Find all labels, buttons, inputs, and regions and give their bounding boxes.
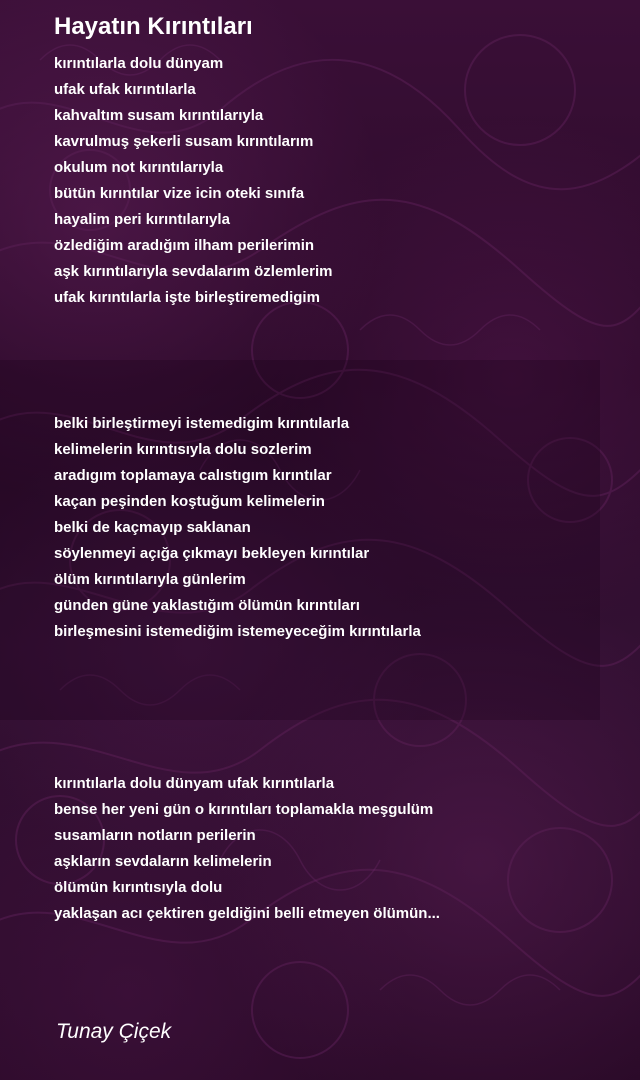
poem-line: aradıgım toplamaya calıstıgım kırıntılar (54, 467, 332, 484)
poem-line: hayalim peri kırıntılarıyla (54, 211, 230, 228)
poem-line: ufak ufak kırıntılarla (54, 81, 196, 98)
poem-title: Hayatın Kırıntıları (54, 13, 253, 40)
poem-line: kırıntılarla dolu dünyam ufak kırıntılarla (54, 775, 335, 792)
poem-line: ölüm kırıntılarıyla günlerim (54, 571, 246, 588)
poem-line: bütün kırıntılar vize icin oteki sınıfa (54, 185, 305, 202)
poem-line: yaklaşan acı çektiren geldiğini belli etmeyen ölümün... (54, 905, 440, 922)
poem-line: ufak kırıntılarla işte birleştiremedigim (54, 289, 320, 306)
poem-line: kaçan peşinden koştuğum kelimelerin (54, 493, 325, 510)
poem-line: birleşmesini istemediğim istemeyeceğim kırıntılarla (54, 623, 421, 640)
poem-line: özlediğim aradığım ilham perilerimin (54, 237, 315, 254)
poem-line: ölümün kırıntısıyla dolu (54, 879, 223, 896)
stanza-1 (54, 51, 332, 311)
poem-line: bense her yeni gün o kırıntıları toplamakla meşgulüm (54, 801, 434, 818)
poem-line: kelimelerin kırıntısıyla dolu sozlerim (54, 441, 312, 458)
poem-line: belki birleştirmeyi istemedigim kırıntılarla (54, 415, 350, 432)
poem-line: günden güne yaklastığım ölümün kırıntıları (54, 597, 360, 614)
poem-line: kavrulmuş şekerli susam kırıntılarım (54, 133, 314, 150)
stanza-3 (54, 771, 440, 927)
poem-line: kahvaltım susam kırıntılarıyla (54, 107, 264, 124)
poem-line: söylenmeyi açığa çıkmayı bekleyen kırıntılar (54, 545, 370, 562)
poem-line: aşk kırıntılarıyla sevdalarım özlemlerim (54, 263, 333, 280)
stanza-2 (54, 411, 421, 645)
poem-author: Tunay Çiçek (56, 1020, 172, 1043)
poem-line: susamların notların perilerin (54, 827, 256, 844)
poem-line: kırıntılarla dolu dünyam (54, 55, 224, 72)
poem-line: belki de kaçmayıp saklanan (54, 519, 251, 536)
poem-line: aşkların sevdaların kelimelerin (54, 853, 272, 870)
poem-line: okulum not kırıntılarıyla (54, 159, 224, 176)
